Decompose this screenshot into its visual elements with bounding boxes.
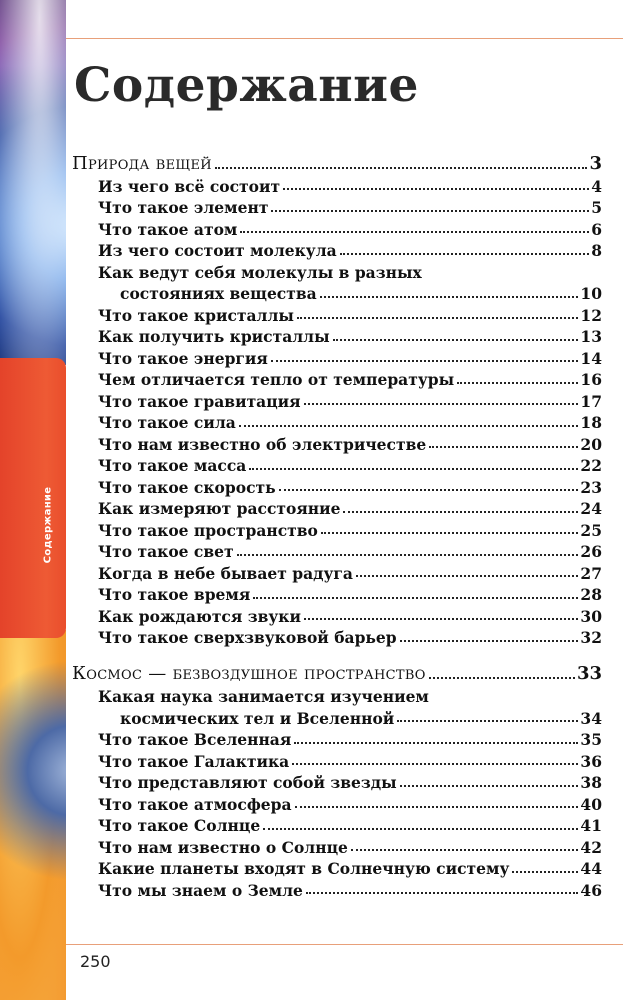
- leader-dots: [397, 720, 578, 722]
- entry-page: 6: [591, 219, 602, 239]
- leader-dots: [340, 253, 589, 255]
- entry-title: Из чего всё состоит: [98, 176, 281, 196]
- toc-entry[interactable]: [72, 388, 602, 410]
- leader-dots: [215, 167, 588, 169]
- toc-entry[interactable]: [72, 409, 602, 431]
- entry-page: 28: [580, 585, 602, 604]
- toc-entry[interactable]: [72, 259, 602, 281]
- entry-page: 38: [580, 773, 602, 792]
- leader-dots: [400, 785, 579, 787]
- section-side-tab[interactable]: [0, 358, 66, 638]
- toc-entry[interactable]: [72, 173, 602, 195]
- toc-entry[interactable]: [72, 323, 602, 345]
- entry-page: 5: [591, 198, 602, 217]
- entry-page: 36: [580, 751, 602, 771]
- toc-entry[interactable]: [72, 366, 602, 388]
- leader-dots: [320, 296, 579, 298]
- entry-page: 12: [580, 305, 602, 325]
- entry-title: Что такое время: [98, 585, 251, 604]
- toc-entry[interactable]: [72, 302, 602, 324]
- toc-entry[interactable]: [72, 748, 602, 770]
- leader-dots: [400, 640, 579, 642]
- entry-title: Что такое атом: [98, 219, 238, 239]
- entry-page: 14: [580, 348, 602, 368]
- entry-page: 40: [580, 794, 602, 814]
- entry-title: Что такое кристаллы: [98, 305, 294, 325]
- leader-dots: [271, 210, 589, 212]
- entry-page: 32: [580, 628, 602, 647]
- toc-entry[interactable]: [72, 474, 602, 496]
- entry-page: 22: [580, 456, 602, 475]
- toc-entry[interactable]: [72, 216, 602, 238]
- leader-dots: [457, 382, 578, 384]
- footer-rule: [66, 944, 623, 945]
- entry-page: 10: [580, 284, 602, 303]
- entry-title: Что представляют собой звезды: [98, 773, 397, 792]
- toc-entry[interactable]: [72, 538, 602, 560]
- entry-page: 25: [580, 520, 602, 540]
- entry-title: Что такое Вселенная: [98, 730, 292, 749]
- entry-title: Что мы знаем о Земле: [98, 880, 303, 900]
- entry-title: Что такое элемент: [98, 198, 269, 217]
- leader-dots: [263, 828, 578, 830]
- entry-title: Из чего состоит молекула: [98, 241, 337, 260]
- entry-title: Чем отличается тепло от температуры: [98, 370, 455, 389]
- entry-title: Как получить кристаллы: [98, 327, 330, 346]
- entry-title: Что нам известно об электричестве: [98, 434, 427, 454]
- entry-page: 34: [580, 708, 602, 728]
- entry-page: 35: [580, 730, 602, 749]
- toc-entry[interactable]: [72, 495, 602, 517]
- header-rule: [66, 38, 623, 39]
- leader-dots: [333, 339, 579, 341]
- leader-dots: [429, 677, 575, 679]
- entry-title: Какая наука занимается изучением: [98, 687, 429, 706]
- leader-dots: [271, 360, 579, 362]
- toc-entry[interactable]: [72, 194, 602, 216]
- entry-title: Как измеряют расстояние: [98, 499, 341, 518]
- section-title: Природа вещей: [72, 152, 212, 174]
- entry-page: 17: [580, 391, 602, 411]
- leader-dots: [249, 468, 578, 470]
- table-of-contents: [72, 151, 602, 898]
- section-gap: [72, 646, 602, 662]
- entry-title: Что такое масса: [98, 456, 247, 475]
- leader-dots: [292, 763, 578, 765]
- entry-page: 23: [580, 477, 602, 497]
- entry-page: 18: [580, 413, 602, 432]
- leader-dots: [429, 446, 578, 448]
- entry-title: Как рождаются звуки: [98, 606, 301, 626]
- page-title: Содержание: [74, 58, 419, 113]
- space-photo-top: [0, 0, 66, 365]
- toc-entry[interactable]: [72, 237, 602, 259]
- entry-title: Что такое сила: [98, 413, 236, 432]
- toc-entry[interactable]: [72, 769, 602, 791]
- leader-dots: [512, 871, 578, 873]
- toc-entry[interactable]: [72, 726, 602, 748]
- leader-dots: [343, 511, 578, 513]
- entry-page: 4: [591, 176, 602, 196]
- entry-title: Что такое скорость: [98, 477, 276, 497]
- entry-title: Что такое Галактика: [98, 751, 290, 771]
- leader-dots: [240, 231, 589, 233]
- entry-title: Что такое Солнце: [98, 816, 261, 835]
- entry-title: Что такое свет: [98, 542, 234, 561]
- entry-page: 42: [580, 837, 602, 857]
- leader-dots: [297, 317, 578, 319]
- entry-title: Когда в небе бывает радуга: [98, 563, 353, 583]
- leader-dots: [253, 597, 578, 599]
- entry-page: 24: [580, 499, 602, 518]
- toc-entry[interactable]: [72, 517, 602, 539]
- toc-entry[interactable]: [72, 877, 602, 899]
- toc-entry[interactable]: [72, 855, 602, 877]
- entry-title: Что такое атмосфера: [98, 794, 292, 814]
- entry-page: 20: [580, 434, 602, 454]
- section-title: Космос — безвоздушное пространство: [72, 663, 426, 684]
- entry-title: Что нам известно о Солнце: [98, 837, 348, 857]
- toc-entry[interactable]: [72, 603, 602, 625]
- entry-page: 44: [580, 859, 602, 878]
- entry-title: Что такое гравитация: [98, 391, 301, 411]
- toc-entry[interactable]: [72, 624, 602, 646]
- entry-title: Что такое пространство: [98, 520, 318, 540]
- leader-dots: [295, 806, 579, 808]
- leader-dots: [351, 849, 579, 851]
- toc-entry-continued[interactable]: [72, 280, 602, 302]
- toc-entry[interactable]: [72, 812, 602, 834]
- side-tab-label: Содержание: [42, 486, 54, 564]
- entry-title: Что такое энергия: [98, 348, 268, 368]
- entry-title: Как ведут себя молекулы в разных: [98, 262, 422, 282]
- leader-dots: [356, 575, 579, 577]
- entry-page: 46: [580, 880, 602, 900]
- space-photo-bottom: [0, 630, 66, 1000]
- entry-page: 8: [591, 241, 602, 260]
- entry-page: 16: [580, 370, 602, 389]
- leader-dots: [239, 425, 579, 427]
- toc-entry[interactable]: [72, 834, 602, 856]
- page-number: 250: [80, 952, 111, 971]
- section-page: 33: [576, 663, 602, 684]
- toc-entry[interactable]: [72, 345, 602, 367]
- entry-title: Что такое сверхзвуковой барьер: [98, 628, 397, 647]
- entry-page: 27: [580, 563, 602, 583]
- toc-section-heading[interactable]: [72, 662, 602, 684]
- leader-dots: [306, 892, 579, 894]
- leader-dots: [283, 188, 589, 190]
- entry-page: 13: [580, 327, 602, 346]
- entry-page: 30: [580, 606, 602, 626]
- leader-dots: [279, 489, 579, 491]
- entry-page: 41: [580, 816, 602, 835]
- section-page: 3: [589, 152, 602, 174]
- leader-dots: [304, 403, 579, 405]
- toc-entry[interactable]: [72, 791, 602, 813]
- toc-entry[interactable]: [72, 431, 602, 453]
- cover-image-strip: [0, 0, 66, 1000]
- toc-entry[interactable]: [72, 560, 602, 582]
- leader-dots: [304, 618, 578, 620]
- toc-entry[interactable]: [72, 452, 602, 474]
- toc-entry[interactable]: [72, 581, 602, 603]
- entry-title-continued: космических тел и Вселенной: [120, 708, 395, 728]
- entry-title: Какие планеты входят в Солнечную систему: [98, 859, 510, 878]
- toc-section-heading[interactable]: [72, 151, 602, 173]
- toc-entry[interactable]: [72, 683, 602, 705]
- entry-title-continued: состояниях вещества: [120, 284, 317, 303]
- toc-entry-continued[interactable]: [72, 705, 602, 727]
- leader-dots: [294, 742, 578, 744]
- leader-dots: [321, 532, 579, 534]
- entry-page: 26: [580, 542, 602, 561]
- leader-dots: [237, 554, 579, 556]
